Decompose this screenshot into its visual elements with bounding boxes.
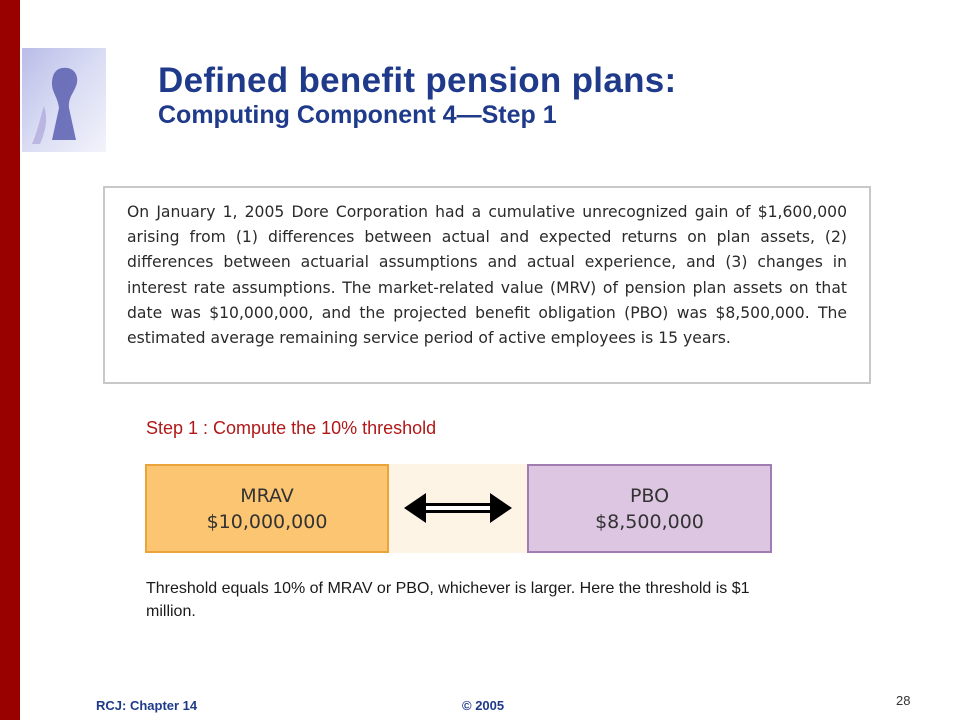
threshold-explanation: Threshold equals 10% of MRAV or PBO, whichever is larger. Here the threshold is $1 million. [146, 580, 750, 620]
left-accent-bar [0, 0, 20, 720]
mrav-label: MRAV [240, 484, 294, 507]
pbo-box [527, 464, 772, 553]
mrav-box [145, 464, 389, 553]
title-block [158, 62, 676, 130]
footer-copyright: © 2005 [462, 698, 505, 713]
pbo-label: PBO [629, 484, 670, 507]
mrav-value: $10,000,000 [206, 510, 328, 533]
slide-subtitle: Computing Component 4—Step 1 [158, 101, 557, 129]
keyhole-icon [22, 48, 106, 152]
comparison-row [145, 464, 772, 553]
pbo-value: $8,500,000 [595, 510, 704, 533]
page-number: 28 [896, 693, 911, 708]
footer-chapter: RCJ: Chapter 14 [96, 698, 198, 713]
problem-text: On January 1, 2005 Dore Corporation had a cumulative unrecognized gain of $1,600,000 arising from (1) differences between actual and expected returns on plan assets, (2) differences between actuarial assumptions and actual experience, and (3) changes in interest rate assumptions. The market-related value (MRV) of pension plan assets on that date was $10,000,000, and the projected benefit obligation (PBO) was $8,500,000. The estimated average remaining service period of active employees is 15 years. [127, 203, 847, 348]
step-label: Step 1 : Compute the 10% threshold [146, 418, 437, 438]
slide-title: Defined benefit pension plans: [158, 61, 677, 100]
double-arrow-icon [402, 490, 514, 526]
problem-statement-box [103, 186, 871, 384]
